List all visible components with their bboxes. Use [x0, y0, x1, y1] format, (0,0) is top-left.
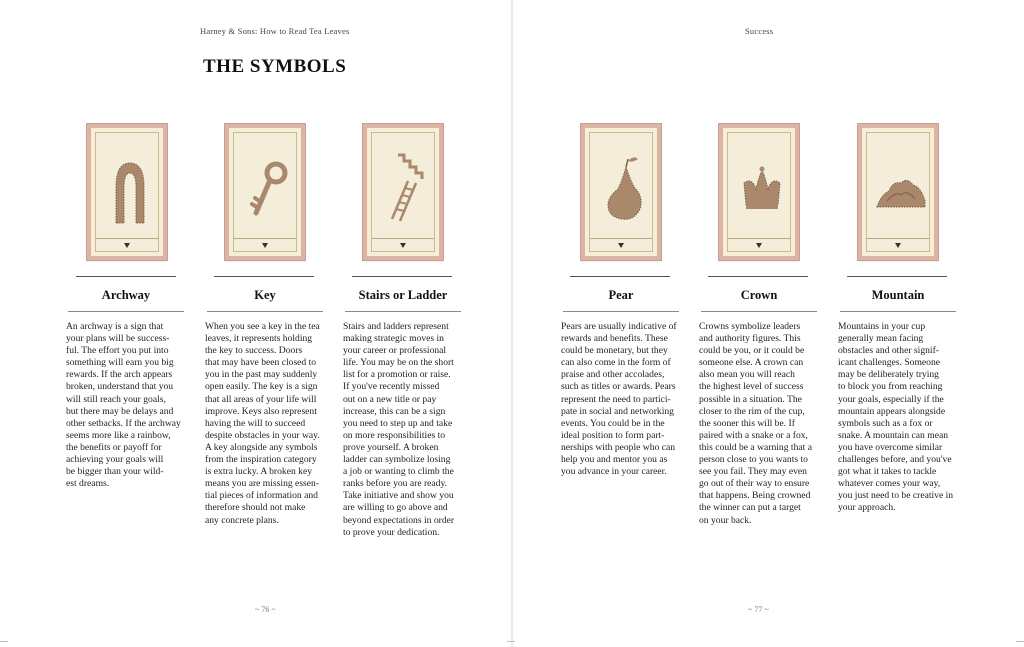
triangle-marker-icon [400, 243, 406, 248]
symbol-card-mountain [858, 124, 938, 260]
stairs-ladder-icon [378, 143, 434, 233]
symbol-card-pear [581, 124, 661, 260]
heading-rule [708, 276, 808, 277]
heading-rule [570, 276, 670, 277]
crop-mark [0, 641, 8, 642]
symbol-heading-crown: Crown [740, 288, 778, 302]
symbol-text-stairs-ladder: Stairs and ladders represent making strategic moves in your career or professional life. You may be on the short list for a promotion or raise. If you've recently missed out on a new title or pay increase, this can be a sign you need to step up and take on more responsibilities to prove yourself. A broken ladder can symbolize losing a job or wanting to climb the ranks before you are ready. Take initiative and show you are willing to go above and beyond expectations in order to prove your dedication. [343, 321, 455, 538]
heading-rule [76, 276, 176, 277]
symbol-heading-archway: Archway [101, 288, 151, 302]
symbol-heading-mountain: Mountain [871, 288, 925, 302]
symbol-card-archway [87, 124, 167, 260]
symbol-card-stairs-ladder [363, 124, 443, 260]
running-head-right: Success [745, 26, 774, 36]
triangle-marker-icon [124, 243, 130, 248]
heading-rule [214, 276, 314, 277]
book-gutter [511, 0, 513, 647]
triangle-marker-icon [756, 243, 762, 248]
symbol-card-crown [719, 124, 799, 260]
heading-underline [840, 311, 956, 312]
symbol-text-archway: An archway is a sign that your plans will be success- ful. The effort you put into something will earn you big rewards. If the arch appears broken, understand that you will still reach your goals, but there may be delays and other setbacks. If the archway seems more like a rainbow, the benefits or payoff for achieving your goals will be bigger than your wild- est dreams. [66, 321, 181, 490]
pear-icon [596, 143, 652, 233]
heading-rule [847, 276, 947, 277]
triangle-marker-icon [618, 243, 624, 248]
symbol-text-mountain: Mountains in your cup generally mean facing obstacles and other signif- icant challenges. Someone may be deliberately trying to block you from reaching your goals, especially if the mountain appears alongside symbols such as a fox or snake. A mountain can mean you have overcome similar challenges before, and you've got what it takes to tackle whatever comes your way, you just need to be creative in your approach. [838, 321, 954, 514]
mountain-icon [873, 143, 929, 233]
symbol-heading-key: Key [254, 288, 276, 302]
crown-icon [734, 143, 790, 233]
heading-rule [352, 276, 452, 277]
crop-mark [507, 641, 515, 642]
symbol-text-key: When you see a key in the tea leaves, it represents holding the key to success. Doors that may have been closed to you in the past may suddenly open easily. The key is a sign that all areas of your life will improve. Keys also represent having the will to succeed despite obstacles in your way. A key alongside any symbols from the inspiration category is extra lucky. A broken key means you are missing essen- tial pieces of information and therefore should not make any concrete plans. [205, 321, 320, 526]
triangle-marker-icon [262, 243, 268, 248]
symbol-card-key [225, 124, 305, 260]
symbol-text-crown: Crowns symbolize leaders and authority figures. This could be you, or it could be someone else. A crown can also mean you will reach the highest level of success possible in a situation. The closer to the rim of the cup, the sooner this will be. If paired with a snake or a fox, this could be a warning that a person close to you wants to see you fail. They may even go out of their way to ensure that happens. Being crowned the winner can put a target on your back. [699, 321, 812, 526]
triangle-marker-icon [895, 243, 901, 248]
heading-underline [701, 311, 817, 312]
key-icon [240, 143, 296, 233]
page-number-left: ~ 76 ~ [255, 605, 276, 614]
page-title: THE SYMBOLS [203, 56, 347, 77]
heading-underline [207, 311, 323, 312]
heading-underline [68, 311, 184, 312]
page-number-right: ~ 77 ~ [748, 605, 769, 614]
symbol-text-pear: Pears are usually indicative of rewards and benefits. These could be monetary, but they can also come in the form of praise and other accolades, such as titles or awards. Pears represent the need to partici- pate in social and networking events. You could be in the ideal position to form part- nerships with people who can help you and mentor you as you advance in your career. [561, 321, 677, 478]
heading-underline [563, 311, 679, 312]
crop-mark [1016, 641, 1024, 642]
heading-underline [345, 311, 461, 312]
symbol-heading-stairs-ladder: Stairs or Ladder [358, 288, 448, 302]
symbol-heading-pear: Pear [608, 288, 634, 302]
archway-icon [102, 143, 158, 233]
running-head-left: Harney & Sons: How to Read Tea Leaves [200, 26, 350, 36]
